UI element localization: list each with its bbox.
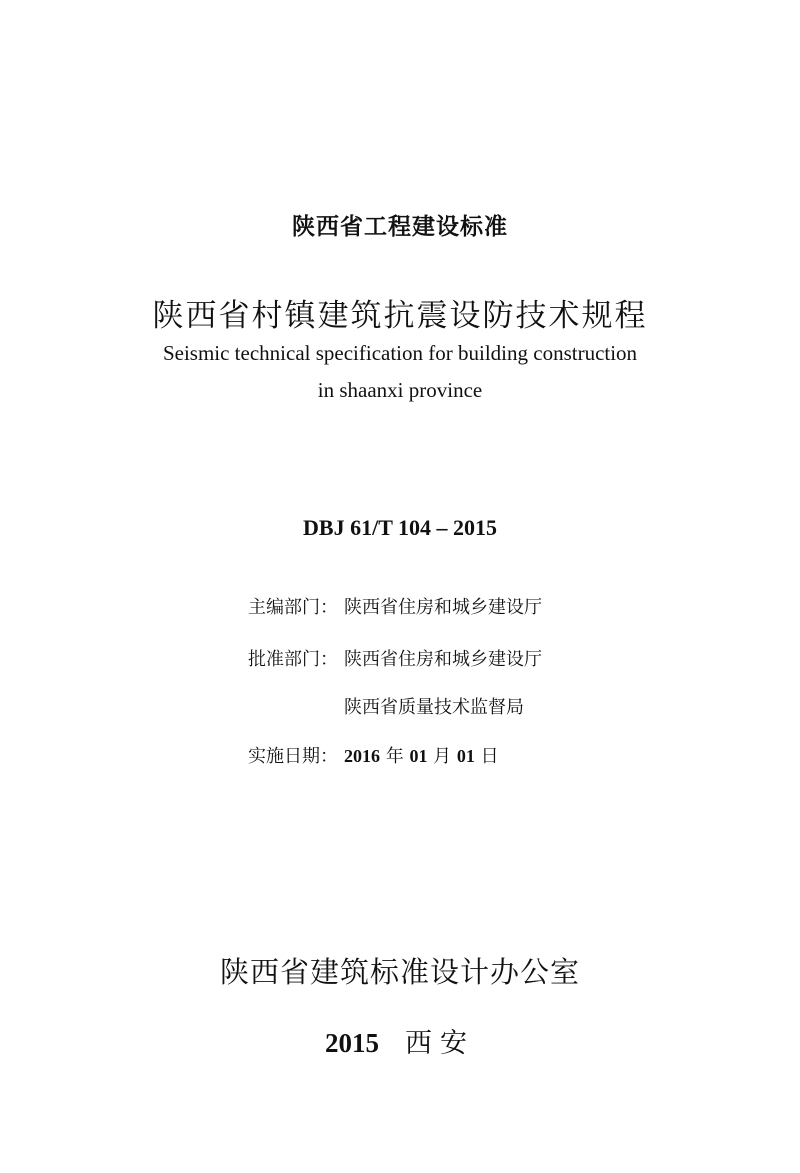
- publication-year: 2015: [325, 1028, 379, 1058]
- implementation-date-row: [248, 742, 499, 768]
- approver-row: [248, 645, 542, 671]
- editor-row: [248, 593, 542, 619]
- publication-city: 西安: [405, 1028, 475, 1059]
- publisher: 陕西省建筑标准设计办公室: [219, 955, 580, 989]
- day-unit: 日: [474, 746, 499, 767]
- implementation-day: 01: [456, 746, 475, 766]
- editor-value: 陕西省住房和城乡建设厅: [344, 597, 542, 618]
- document-title-chinese: 陕西省村镇建筑抗震设防技术规程: [152, 298, 648, 334]
- implementation-year: 2016: [344, 746, 380, 766]
- year-unit: 年: [380, 746, 410, 767]
- month-unit: 月: [427, 746, 457, 767]
- standard-code: DBJ 61/T 104 – 2015: [303, 515, 497, 540]
- document-title-english-line1: Seismic technical specification for building construction: [162, 341, 638, 365]
- approver-label: 批准部门：: [248, 649, 338, 670]
- publication-place-year: [0, 1021, 800, 1060]
- editor-label: 主编部门：: [248, 597, 338, 618]
- approver-row-2: [248, 693, 524, 719]
- implementation-label: 实施日期：: [248, 746, 338, 767]
- implementation-month: 01: [409, 746, 428, 766]
- approver-value-1: 陕西省住房和城乡建设厅: [344, 649, 542, 670]
- document-title-english-line2: in shaanxi province: [317, 378, 483, 402]
- approver-value-2: 陕西省质量技术监督局: [344, 697, 524, 718]
- standard-series-title: 陕西省工程建设标准: [292, 214, 508, 240]
